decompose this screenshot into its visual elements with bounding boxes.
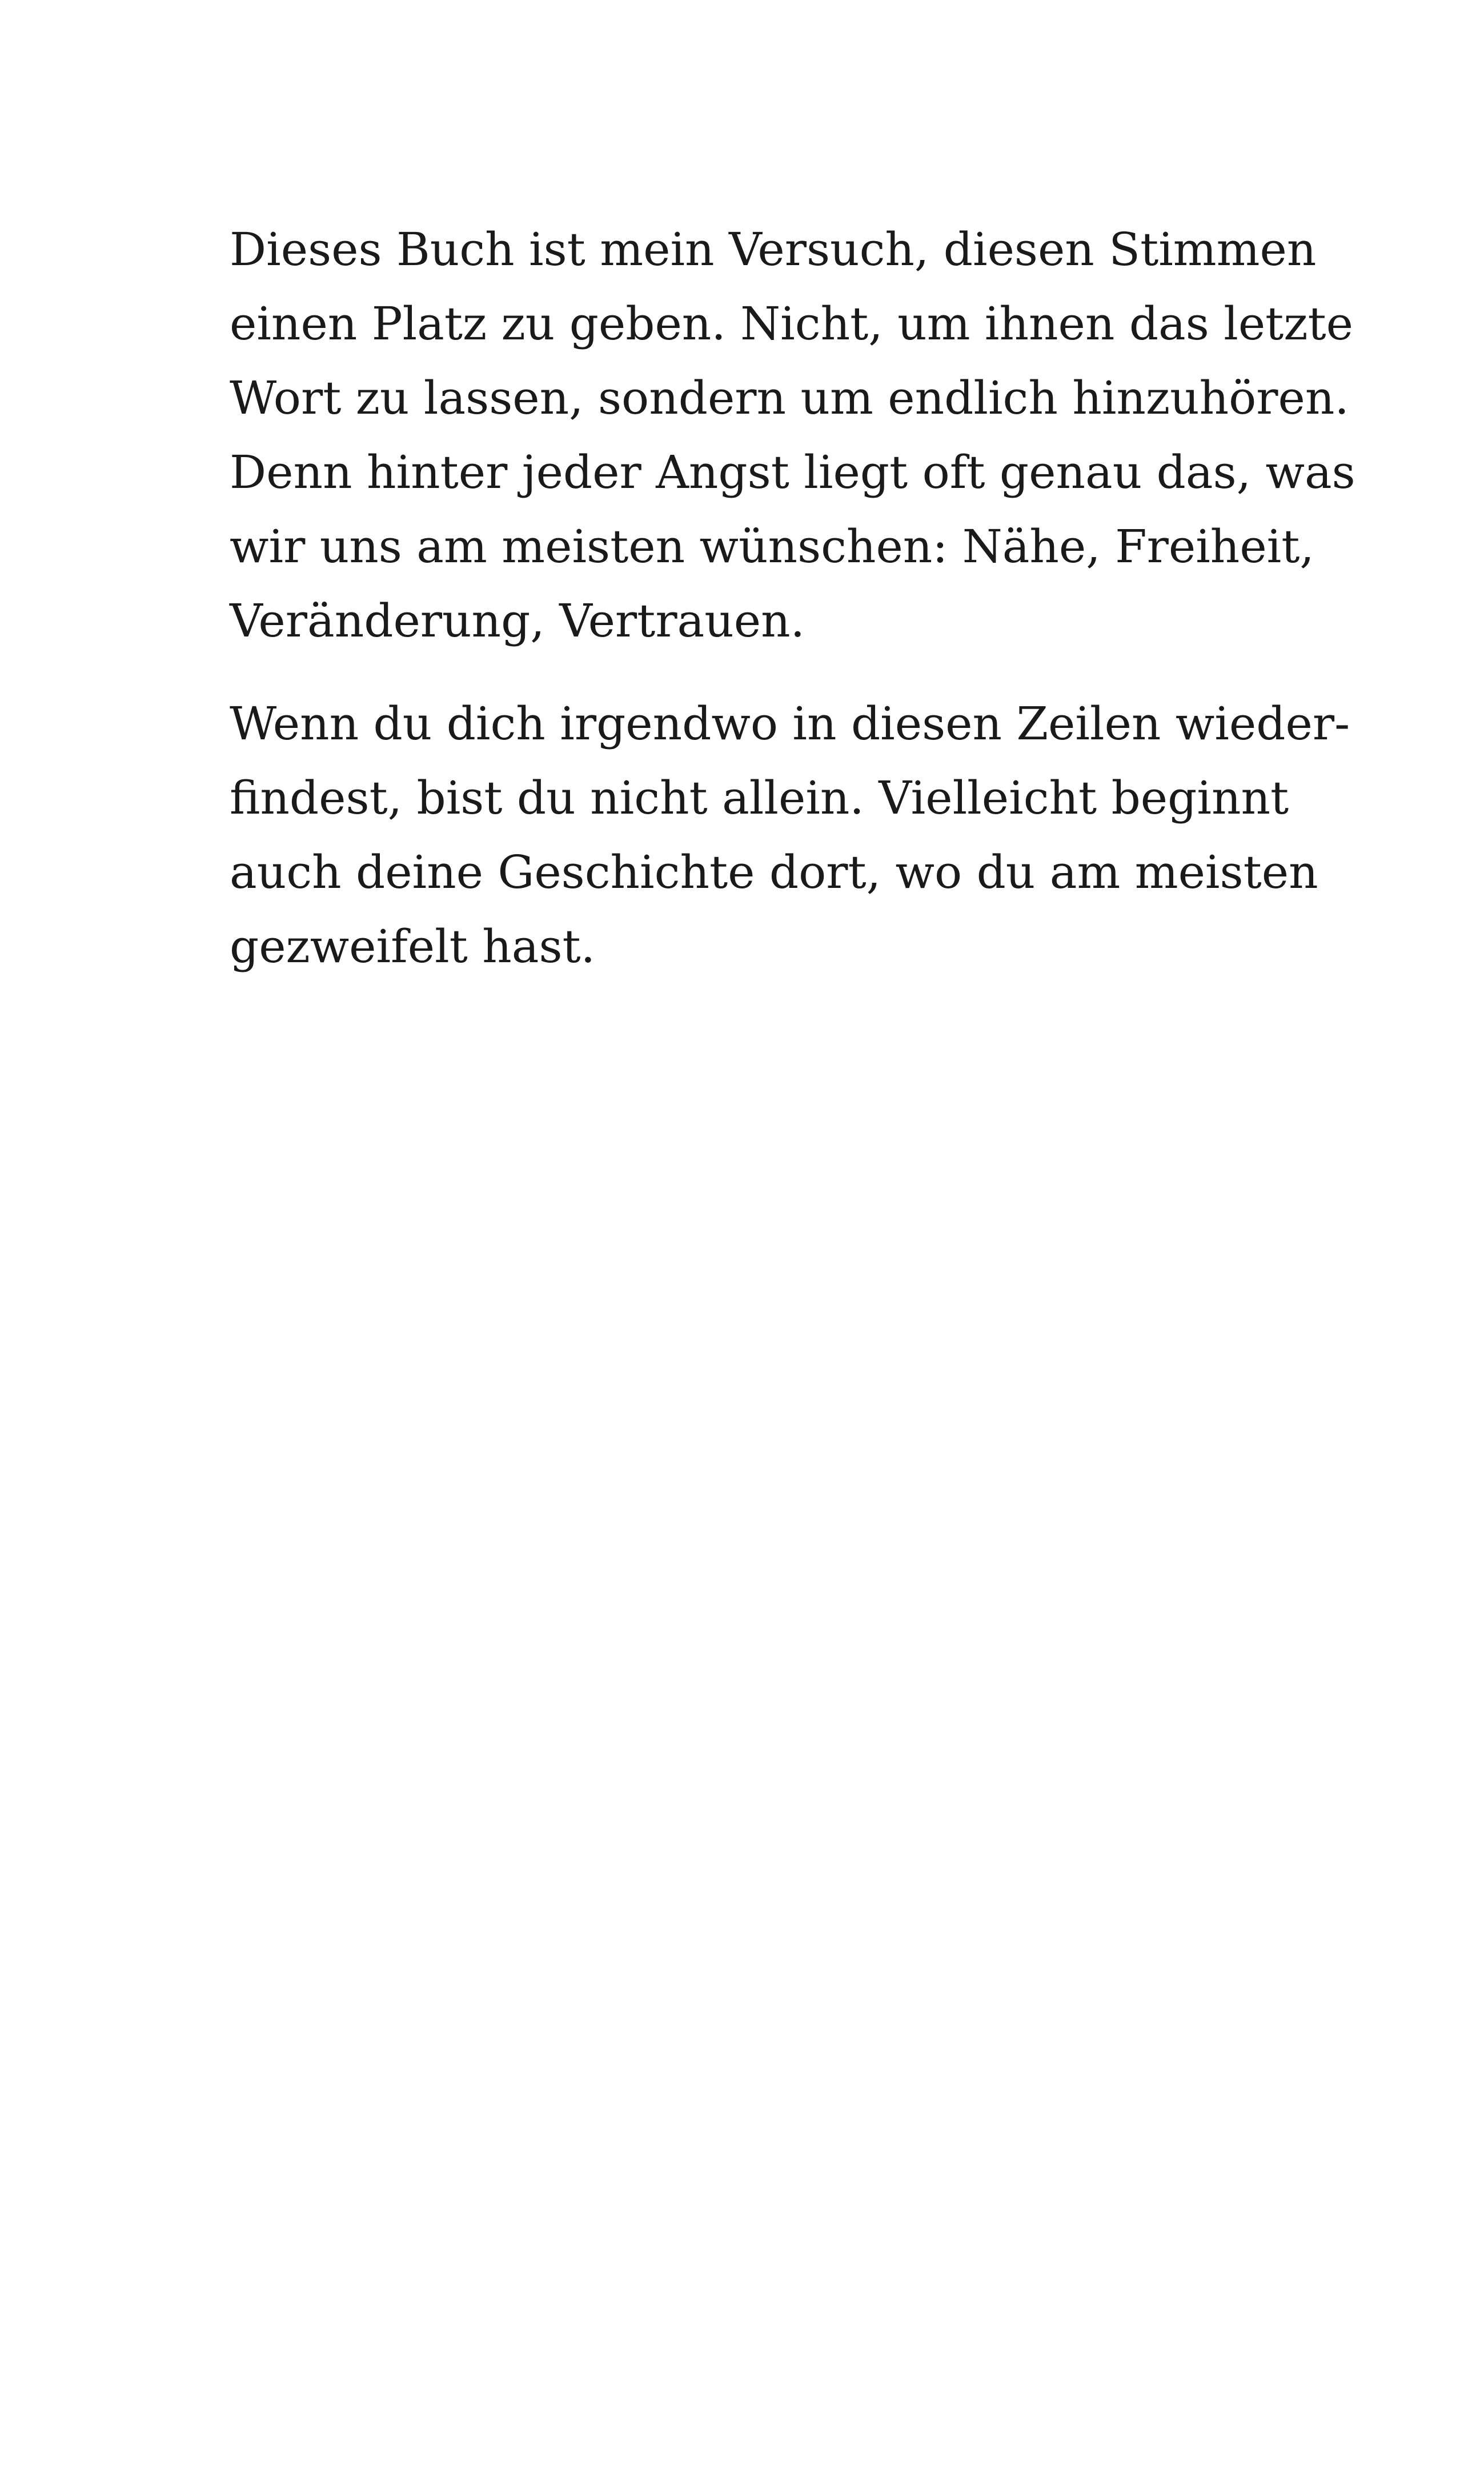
text-line: auch deine Geschichte dort, wo du am meisten <box>230 846 1318 899</box>
text-line: Dieses Buch ist mein Versuch, diesen Stimmen <box>230 223 1317 276</box>
text-line: einen Platz zu geben. Nicht, um ihnen das letzte <box>230 297 1353 350</box>
text-line: Veränderung, Vertrauen. <box>230 594 805 647</box>
text-line: gezweifelt hast. <box>230 920 596 973</box>
text-line: Denn hinter jeder Angst liegt oft genau das, was <box>230 446 1355 499</box>
paragraph-2 <box>230 687 1350 984</box>
paragraph-1 <box>230 213 1355 658</box>
text-line: Wort zu lassen, sondern um endlich hinzuhören. <box>230 371 1349 425</box>
text-line: wir uns am meisten wünschen: Nähe, Freiheit, <box>230 520 1314 573</box>
text-line: findest, bist du nicht allein. Vielleicht beginnt <box>230 771 1289 824</box>
text-line: Wenn du dich irgendwo in diesen Zeilen wieder- <box>230 697 1350 750</box>
body-text <box>230 213 1355 984</box>
